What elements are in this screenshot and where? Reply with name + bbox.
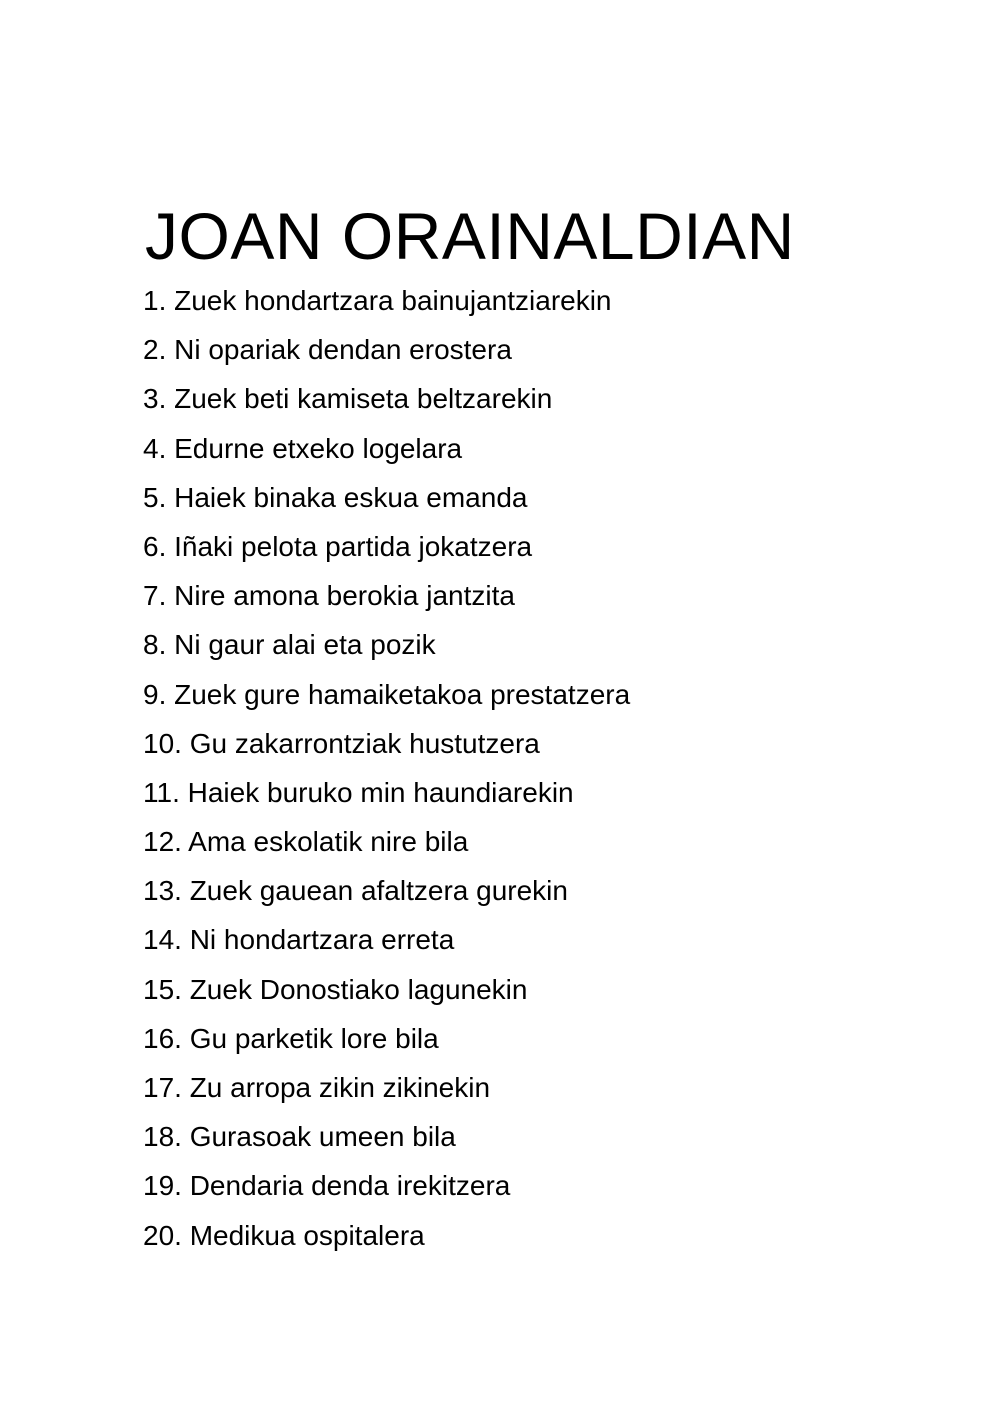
list-item: 3. Zuek beti kamiseta beltzarekin [143, 383, 553, 415]
list-item: 5. Haiek binaka eskua emanda [143, 481, 528, 513]
worksheet-title: JOAN ORAINALDIAN [145, 199, 795, 273]
sentence-list [143, 278, 630, 1262]
list-item: 16. Gu parketik lore bila [143, 1022, 439, 1054]
list-item: 10. Gu zakarrontziak hustutzera [143, 727, 540, 759]
list-item: 4. Edurne etxeko logelara [143, 432, 463, 464]
list-item: 7. Nire amona berokia jantzita [143, 580, 515, 612]
list-item: 9. Zuek gure hamaiketakoa prestatzera [143, 678, 631, 710]
list-item: 18. Gurasoak umeen bila [143, 1121, 456, 1153]
list-item: 2. Ni opariak dendan erostera [143, 334, 512, 366]
list-item: 13. Zuek gauean afaltzera gurekin [143, 875, 568, 907]
list-item: 14. Ni hondartzara erreta [143, 924, 455, 956]
list-item: 19. Dendaria denda irekitzera [143, 1170, 511, 1202]
list-item: 12. Ama eskolatik nire bila [143, 826, 469, 858]
list-item: 11. Haiek buruko min haundiarekin [143, 776, 574, 808]
list-item: 6. Iñaki pelota partida jokatzera [143, 530, 533, 562]
list-item: 15. Zuek Donostiako lagunekin [143, 973, 528, 1005]
list-item: 8. Ni gaur alai eta pozik [143, 629, 436, 661]
list-item: 1. Zuek hondartzara bainujantziarekin [143, 285, 612, 316]
list-item: 17. Zu arropa zikin zikinekin [143, 1072, 491, 1103]
list-item: 20. Medikua ospitalera [143, 1219, 425, 1251]
